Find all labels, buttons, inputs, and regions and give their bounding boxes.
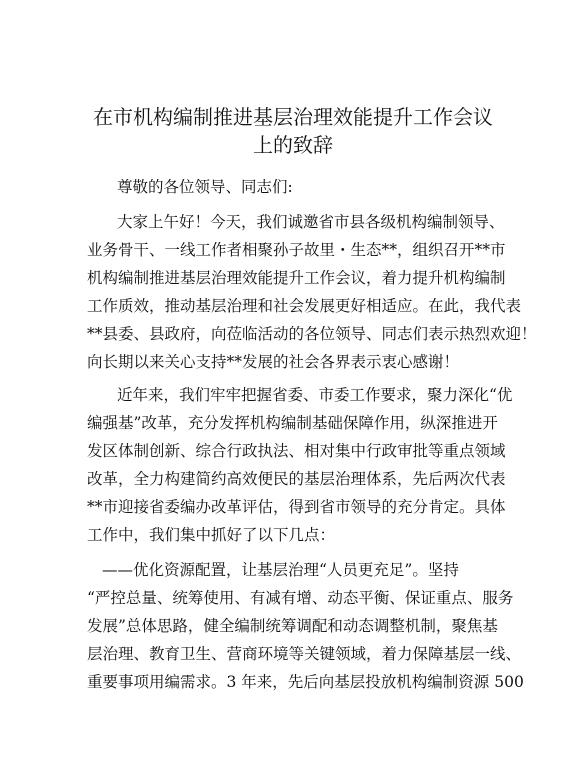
paragraph-2-line-3: 发区体制创新、综合行政执法、相对集中行政审批等重点领域 xyxy=(87,442,506,460)
paragraph-1-line-4: 工作质效，推动基层治理和社会发展更好相适应。在此，我代表 xyxy=(87,297,522,315)
paragraph-2-line-4: 改革，全力构建简约高效便民的基层治理体系，先后两次代表 xyxy=(87,470,506,488)
paragraph-1-line-5: **县委、县政府，向莅临活动的各位领导、同志们表示热烈欢迎！ xyxy=(87,325,537,343)
document-title-line-1: 在市机构编制推进基层治理效能提升工作会议 xyxy=(93,105,493,129)
paragraph-3-line-2: “严控总量、统筹使用、有减有增、动态平衡、保证重点、服务 xyxy=(87,589,514,607)
paragraph-2-line-6: 工作中，我们集中抓好了以下几点： xyxy=(87,526,336,544)
paragraph-1-line-3: 机构编制推进基层治理效能提升工作会议，着力提升机构编制 xyxy=(87,269,506,287)
paragraph-2-line-5: **市迎接省委编办改革评估，得到省市领导的充分肯定。具体 xyxy=(87,498,506,516)
salutation: 尊敬的各位领导、同志们: xyxy=(117,178,293,196)
paragraph-3-line-4: 层治理、教育卫生、营商环境等关键领域，着力保障基层一线、 xyxy=(87,645,522,663)
paragraph-2-line-2: 编强基”改革，充分发挥机构编制基础保障作用，纵深推进开 xyxy=(87,414,498,432)
paragraph-1-line-6: 向长期以来关心支持**发展的社会各界表示衷心感谢！ xyxy=(87,353,460,371)
paragraph-1-line-2: 业务骨干、一线工作者相聚孙子故里・生态**，组织召开**市 xyxy=(87,241,506,259)
paragraph-2-line-1: 近年来，我们牢牢把握省委、市委工作要求，聚力深化“优 xyxy=(117,386,513,404)
paragraph-3-line-1: ——优化资源配置，让基层治理“人员更充足”。坚持 xyxy=(102,561,459,579)
paragraph-3-line-3: 发展”总体思路，健全编制统筹调配和动态调整机制，聚焦基 xyxy=(87,617,498,635)
paragraph-1-line-1: 大家上午好！今天，我们诚邀省市县各级机构编制领导、 xyxy=(117,213,505,231)
document-title-line-2: 上的致辞 xyxy=(253,133,333,157)
paragraph-3-line-5: 重要事项用编需求。3 年来，先后向基层投放机构编制资源 500 xyxy=(87,673,524,691)
